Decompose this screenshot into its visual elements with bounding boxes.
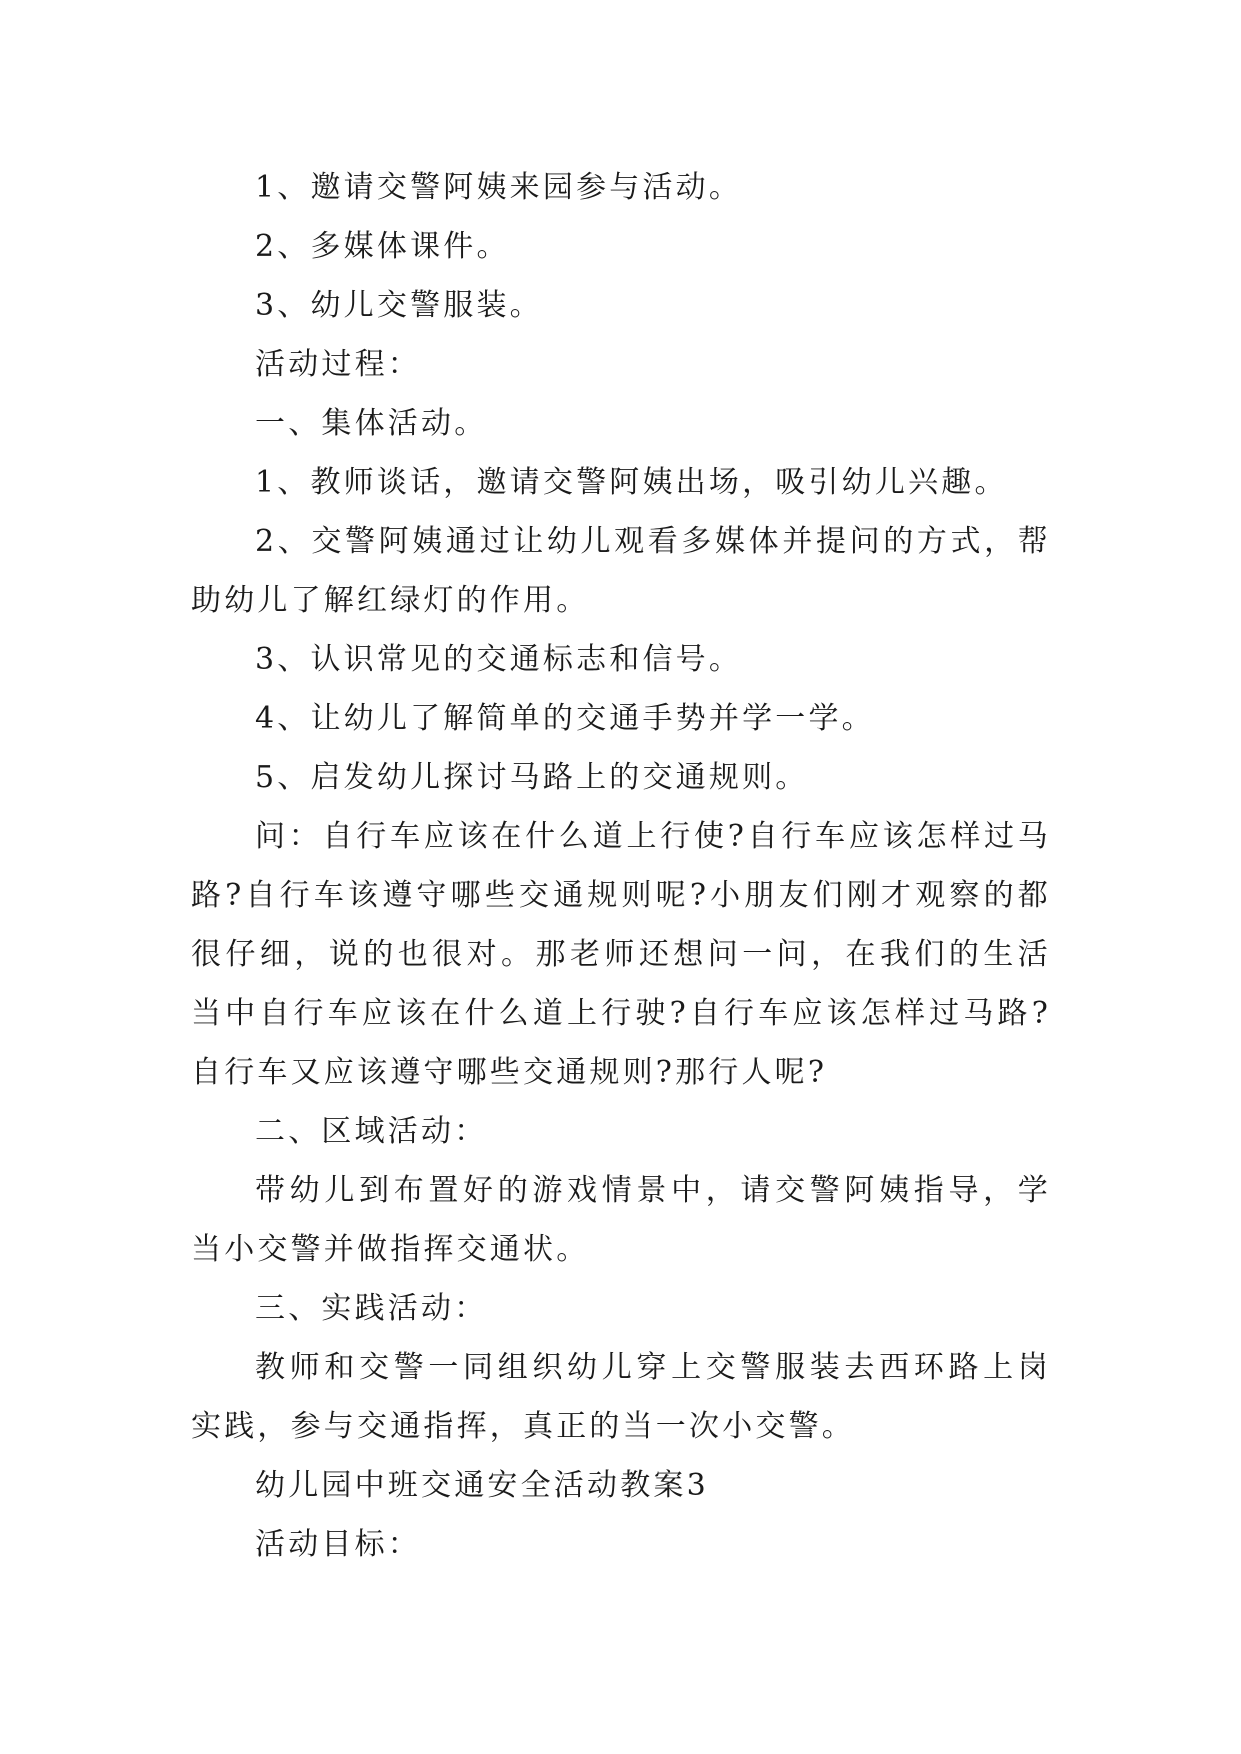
- section-heading-objectives: 活动目标：: [255, 1527, 421, 1562]
- question-paragraph: 问：自行车应该在什么道上行使?自行车应该怎样过马路?自行车该遵守哪些交通规则呢?小朋友们刚才观察的都很仔细，说的也很对。那老师还想问一问，在我们的生活当中自行车应该在什么道上行驶?自行车应该怎样过马路?自行车又应该遵守哪些交通规则?那行人呢?: [191, 819, 1051, 1090]
- lesson-plan-title: 幼儿园中班交通安全活动教案3: [255, 1468, 709, 1503]
- material-item-3: 3、幼儿交警服装。: [255, 288, 543, 323]
- material-item-2: 2、多媒体课件。: [255, 229, 510, 264]
- process-step-3: 3、认识常见的交通标志和信号。: [255, 642, 743, 677]
- process-step-1: 1、教师谈话，邀请交警阿姨出场，吸引幼儿兴趣。: [255, 465, 1008, 500]
- area-activity-paragraph: 带幼儿到布置好的游戏情景中，请交警阿姨指导，学当小交警并做指挥交通状。: [191, 1173, 1051, 1267]
- document-body: [191, 158, 1051, 1574]
- process-step-4: 4、让幼儿了解简单的交通手势并学一学。: [255, 701, 875, 736]
- subsection-heading-area-activity: 二、区域活动：: [255, 1114, 488, 1149]
- material-item-1: 1、邀请交警阿姨来园参与活动。: [255, 170, 743, 205]
- section-heading-process: 活动过程：: [255, 347, 421, 382]
- process-step-5: 5、启发幼儿探讨马路上的交通规则。: [255, 760, 809, 795]
- subsection-heading-group-activity: 一、集体活动。: [255, 406, 488, 441]
- process-step-2: 2、交警阿姨通过让幼儿观看多媒体并提问的方式，帮助幼儿了解红绿灯的作用。: [191, 524, 1051, 618]
- practice-activity-paragraph: 教师和交警一同组织幼儿穿上交警服装去西环路上岗实践，参与交通指挥，真正的当一次小交警。: [191, 1350, 1051, 1444]
- subsection-heading-practice-activity: 三、实践活动：: [255, 1291, 488, 1326]
